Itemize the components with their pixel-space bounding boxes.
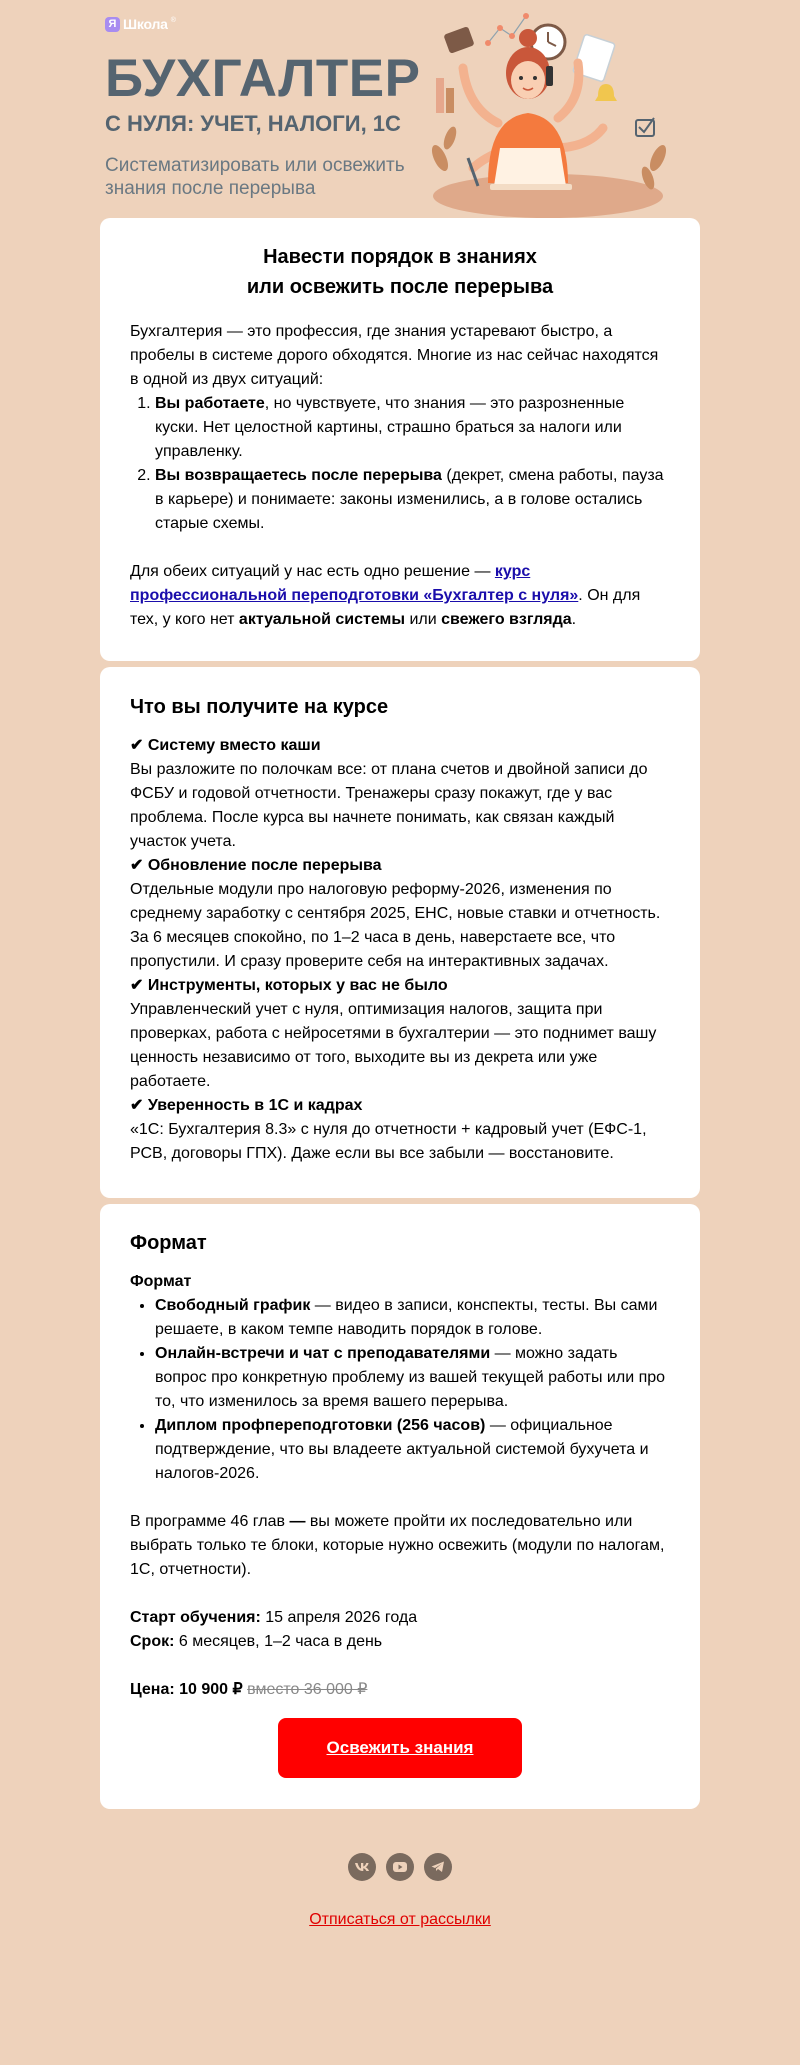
start-value: 15 апреля 2026 года [260, 1609, 418, 1626]
email-container [100, 0, 700, 1929]
format-item-text: — можно задать вопрос про конкретную проблему из вашей текущей работы или про то, что изменилось за время вашего перерыва. [155, 1345, 666, 1410]
course-link[interactable]: курс профессиональной переподготовки «Бухгалтер с нуля» [130, 563, 579, 604]
intro-heading-line1: Навести порядок в знаниях [263, 246, 537, 268]
solution-or: или [405, 611, 442, 628]
list-item [155, 1414, 670, 1486]
solution-paragraph [130, 560, 670, 632]
price [130, 1678, 670, 1702]
benefit-text: Управленческий учет с нуля, оптимизация налогов, защита при проверках, работа с нейросетями в бухгалтерии — это поднимет вашу ценность независимо от того, выходите вы из декрета или уже работаете. [130, 1001, 657, 1090]
format-item-title: Онлайн-встречи и чат с преподавателями [155, 1345, 491, 1362]
list-item [155, 464, 670, 536]
list-item [155, 1294, 670, 1342]
start-label: Старт обучения: [130, 1609, 261, 1626]
benefit-text: Отдельные модули про налоговую реформу-2026, изменения по среднему заработку с сентября 2025, ЕНС, новые ставки и отчетность. За 6 месяцев спокойно, по 1–2 часа в день, наверстаете все, что пропустили. И сразу проверите себя на интерактивных задачах. [130, 881, 661, 970]
solution-mid: . Он для тех, у кого нет [130, 587, 641, 628]
term-label: Срок: [130, 1633, 175, 1650]
format-item-title: Свободный график [155, 1297, 311, 1314]
benefit-text: «1С: Бухгалтерия 8.3» с нуля до отчетности + кадровый учет (ЕФС-1, РСВ, договоры ГПХ). Даже если вы все забыли — восстановите. [130, 1121, 647, 1162]
banner-subtitle: С НУЛЯ: УЧЕТ, НАЛОГИ, 1С [105, 111, 401, 136]
benefit-title: ✔ Инструменты, которых у вас не было [130, 977, 448, 994]
format-item-text: — видео в записи, конспекты, тесты. Вы сами решаете, в каком темпе наводить порядок в голове. [155, 1297, 658, 1338]
situation-title: Вы работаете [155, 395, 265, 412]
telegram-icon[interactable] [424, 1853, 452, 1881]
vk-icon[interactable] [348, 1853, 376, 1881]
solution-bold-view: свежего взгляда [441, 611, 572, 628]
format-item-title: Диплом профпереподготовки (256 часов) [155, 1417, 486, 1434]
unsubscribe-link[interactable]: Отписаться от рассылки [309, 1911, 491, 1928]
situations-list [130, 392, 670, 536]
format-item-text: — официальное подтверждение, что вы владеете актуальной системой бухучета и налогов-2026. [155, 1417, 649, 1482]
intro-paragraph: Бухгалтерия — это профессия, где знания устаревают быстро, а пробелы в системе дорого обходятся. Многие из нас сейчас находятся в одной из двух ситуаций: [130, 323, 659, 388]
intro-heading [130, 242, 670, 302]
accountant-illustration [428, 8, 688, 218]
situation-text: , но чувствуете, что знания — это разрозненные куски. Нет целостной картины, страшно браться за налоги или управленку. [155, 395, 625, 460]
format-list [130, 1294, 670, 1486]
benefits-heading: Что вы получите на курсе [130, 696, 389, 718]
banner-description: Систематизировать или освежить знания после перерыва [105, 155, 405, 199]
program-rest: вы можете пройти их последовательно или выбрать только те блоки, которые нужно освежить (модули по налогам, 1С, отчетности). [130, 1513, 665, 1578]
benefit-title: ✔ Обновление после перерыва [130, 857, 382, 874]
program-dash: — [289, 1513, 306, 1530]
term-value: 6 месяцев, 1–2 часа в день [174, 1633, 383, 1650]
social-links [100, 1853, 700, 1881]
banner-title: БУХГАЛТЕР [105, 49, 421, 108]
benefit-title: ✔ Систему вместо каши [130, 737, 321, 754]
format-subheading: Формат [130, 1273, 192, 1290]
logo-registered: ® [170, 16, 176, 24]
footer [100, 1815, 700, 1929]
intro-card [100, 218, 700, 661]
situation-text: (декрет, смена работы, пауза в карьере) и понимаете: законы изменились, а в голове остались старые схемы. [155, 467, 664, 532]
logo-text: Школа [123, 16, 168, 32]
benefit-title: ✔ Уверенность в 1С и кадрах [130, 1097, 363, 1114]
youtube-icon[interactable] [386, 1853, 414, 1881]
solution-end: . [571, 611, 577, 628]
benefit-item [130, 734, 670, 854]
format-heading: Формат [130, 1232, 207, 1254]
intro-heading-line2: или освежить после перерыва [246, 276, 554, 298]
price-old: вместо 36 000 ₽ [247, 1681, 368, 1698]
solution-bold-system: актуальной системы [238, 611, 406, 628]
refresh-knowledge-button[interactable]: Освежить знания [278, 1718, 522, 1778]
term [130, 1630, 670, 1654]
solution-prefix: Для обеих ситуаций у нас есть одно решение — [130, 563, 495, 580]
format-card [100, 1204, 700, 1809]
list-item [155, 392, 670, 464]
benefits-card [100, 667, 700, 1198]
list-item [155, 1342, 670, 1414]
benefit-text: Вы разложите по полочкам все: от плана счетов и двойной записи до ФСБУ и годовой отчетности. Тренажеры сразу покажут, где у вас проблема. После курса вы начнете понимать, как связан каждый участок учета. [130, 761, 648, 850]
benefit-item [130, 974, 670, 1094]
benefit-item [130, 854, 670, 974]
program-prefix: В программе 46 глав [130, 1513, 290, 1530]
logo[interactable] [105, 16, 176, 32]
start-date [130, 1606, 670, 1630]
logo-mark: Я [105, 17, 120, 32]
header-banner [100, 0, 700, 218]
program-paragraph [130, 1510, 670, 1582]
situation-title: Вы возвращаетесь после перерыва [155, 467, 442, 484]
price-current: Цена: 10 900 ₽ [130, 1681, 243, 1698]
benefit-item [130, 1094, 670, 1166]
